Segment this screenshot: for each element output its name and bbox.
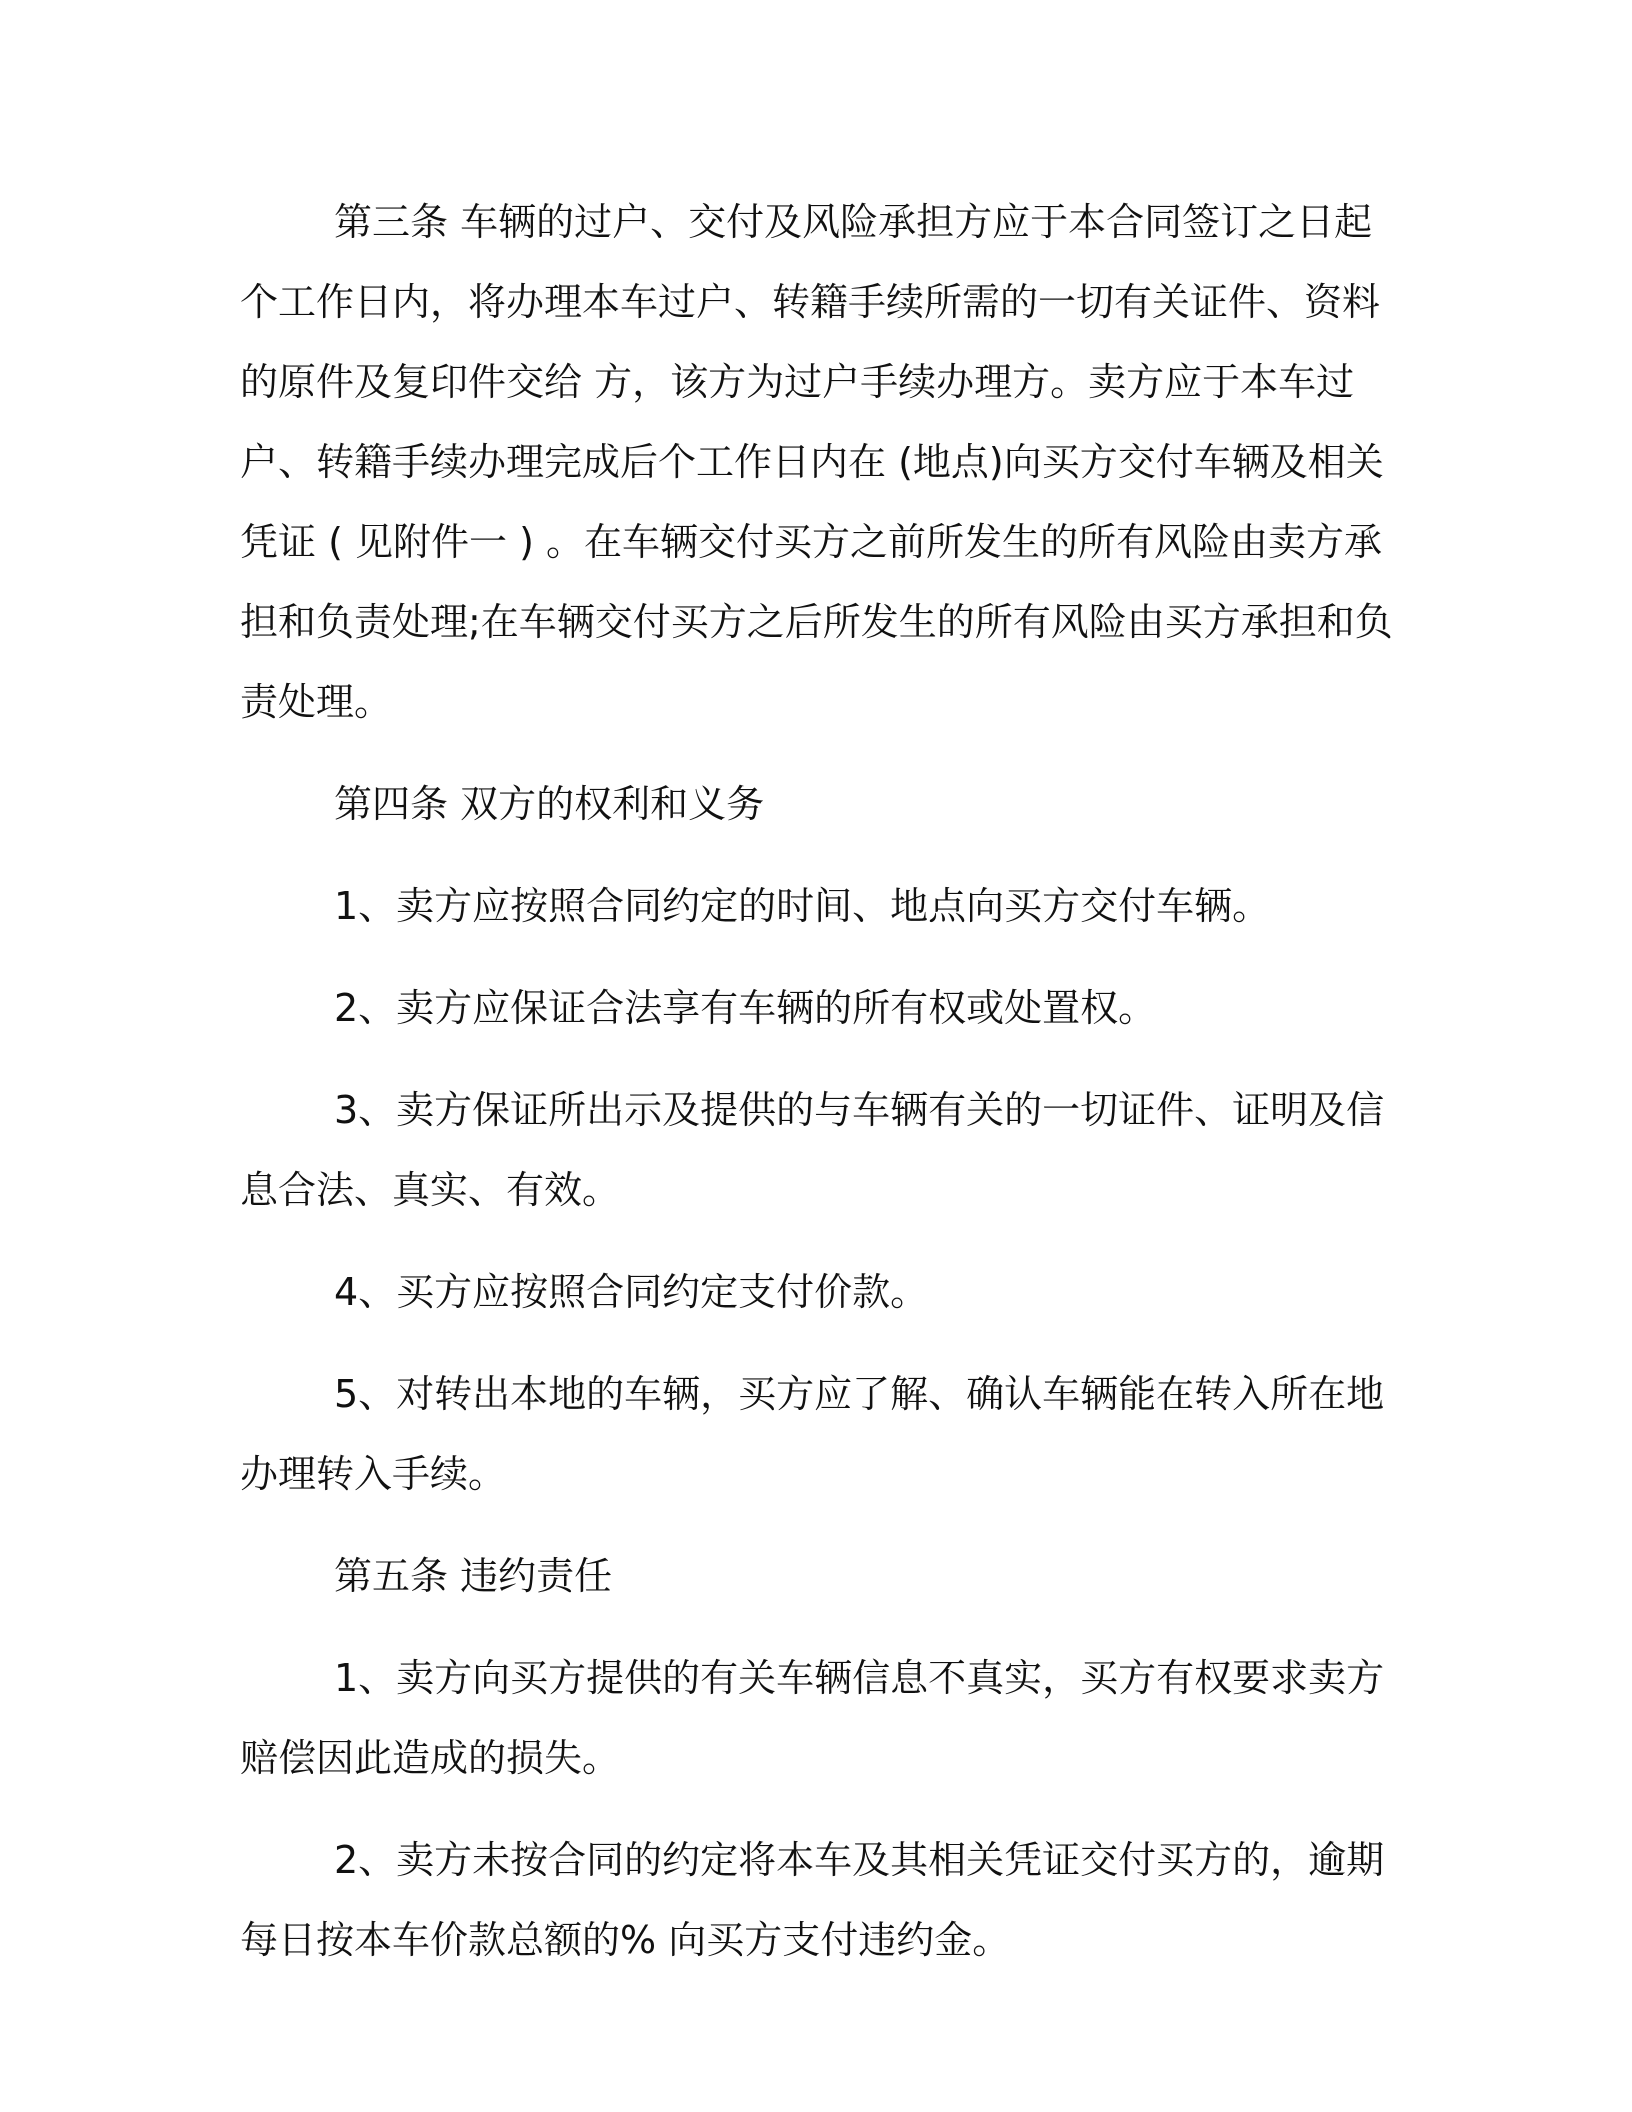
article-5-item-2: 2、卖方未按合同的约定将本车及其相关凭证交付买方的，逾期每日按本车价款总额的% 向买方支付违约金。: [240, 1838, 1385, 1962]
article-4-item-3: 3、卖方保证所出示及提供的与车辆有关的一切证件、证明及信息合法、真实、有效。: [240, 1088, 1385, 1212]
paragraph-spacer: [240, 742, 1400, 764]
article-4-item-1: 1、卖方应按照合同约定的时间、地点向买方交付车辆。: [334, 884, 1271, 928]
article-5-item-1: 1、卖方向买方提供的有关车辆信息不真实，买方有权要求卖方赔偿因此造成的损失。: [240, 1656, 1385, 1780]
article-4-heading: 第四条 双方的权利和义务: [334, 782, 765, 826]
paragraph-spacer: [240, 1332, 1400, 1354]
article-3-paragraph: 第三条 车辆的过户、交付及风险承担方应于本合同签订之日起个工作日内，将办理本车过户、转籍手续所需的一切有关证件、资料的原件及复印件交给 方，该方为过户手续办理方。卖方应于本车过户、转籍手续办理完成后个工作日内在 (地点)向买方交付车辆及相关凭证 ( 见附件一 ) 。在车辆交付买方之前所发生的所有风险由卖方承担和负责处理;在车辆交付买方之后所发生的所有风险由买方承担和负责处理。: [240, 200, 1393, 724]
article-5-heading: 第五条 违约责任: [334, 1554, 613, 1598]
paragraph-spacer: [240, 1514, 1400, 1536]
paragraph-spacer: [240, 1048, 1400, 1070]
document-body: [240, 182, 1400, 1980]
paragraph-spacer: [240, 1616, 1400, 1638]
paragraph-spacer: [240, 1798, 1400, 1820]
article-4-item-5: 5、对转出本地的车辆，买方应了解、确认车辆能在转入所在地办理转入手续。: [240, 1372, 1385, 1496]
article-4-item-2: 2、卖方应保证合法享有车辆的所有权或处置权。: [334, 986, 1157, 1030]
paragraph-spacer: [240, 844, 1400, 866]
paragraph-spacer: [240, 1230, 1400, 1252]
article-4-item-4: 4、买方应按照合同约定支付价款。: [334, 1270, 929, 1314]
paragraph-spacer: [240, 946, 1400, 968]
